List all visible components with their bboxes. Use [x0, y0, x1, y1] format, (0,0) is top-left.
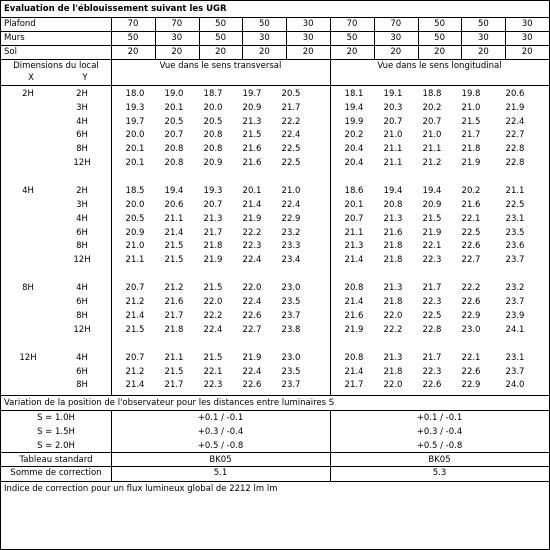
ugr-value-longitudinal: 21.1	[422, 144, 442, 155]
ugr-value-longitudinal: 21.0	[383, 130, 403, 141]
ugr-value-longitudinal: 22.7	[461, 255, 481, 266]
col-divider	[374, 18, 375, 59]
ugr-value-transversal: 22.7	[242, 324, 262, 335]
ugr-value-longitudinal: 22.4	[505, 116, 525, 127]
ugr-value-longitudinal: 21.6	[461, 199, 481, 210]
ugr-value-longitudinal: 21.2	[422, 158, 442, 168]
ugr-value-transversal: 20.7	[125, 283, 145, 294]
ugr-value-longitudinal: 24.1	[505, 324, 525, 335]
ugr-value-transversal: 23.2	[281, 227, 301, 238]
ugr-value-longitudinal: 20.8	[344, 352, 364, 363]
ugr-value-transversal: 21.2	[125, 366, 145, 377]
ugr-value-longitudinal: 21.3	[383, 283, 403, 294]
ugr-value-transversal: 20.6	[164, 199, 184, 210]
reflectance-value: 30	[171, 33, 183, 43]
variation-spacing: S = 1.0H	[37, 413, 75, 423]
ugr-value-longitudinal: 20.4	[344, 144, 364, 155]
ugr-value-longitudinal: 21.0	[461, 102, 481, 113]
ugr-value-transversal: 20.0	[203, 102, 223, 113]
longitudinal-label: Vue dans le sens longitudinal	[377, 61, 502, 71]
ugr-value-transversal: 21.5	[164, 366, 184, 377]
reflectance-value: 20	[302, 47, 314, 57]
ugr-value-transversal: 22.2	[203, 310, 223, 321]
ugr-value-longitudinal: 22.8	[422, 324, 442, 335]
standard-longitudinal: BK05	[428, 455, 451, 465]
row-y-label: 3H	[76, 199, 88, 210]
row-y-label: 3H	[76, 102, 88, 113]
row-y-label: 8H	[76, 310, 88, 321]
ugr-value-longitudinal: 19.9	[344, 116, 364, 127]
row-y-label: 4H	[76, 352, 88, 363]
divider	[1, 410, 549, 411]
ugr-value-transversal: 21.8	[164, 324, 184, 335]
ugr-value-longitudinal: 21.6	[383, 227, 403, 238]
reflectance-value: 30	[302, 33, 314, 43]
reflectance-value: 20	[215, 47, 226, 57]
table-title: Evaluation de l'éblouissement suivant les UGR	[4, 4, 227, 14]
ugr-value-longitudinal: 19.4	[422, 186, 442, 197]
ugr-value-longitudinal: 21.4	[344, 255, 364, 266]
ugr-value-longitudinal: 23.0	[461, 324, 481, 335]
divider	[1, 481, 549, 482]
reflectance-value: 20	[390, 47, 402, 57]
standard-transversal: BK05	[209, 455, 232, 465]
correction-transversal: 5.1	[213, 468, 228, 478]
ugr-value-longitudinal: 21.7	[422, 352, 442, 363]
ugr-value-longitudinal: 20.8	[344, 283, 364, 294]
ugr-value-longitudinal: 21.1	[383, 158, 403, 168]
col-divider	[330, 410, 331, 481]
ugr-value-longitudinal: 22.5	[461, 227, 481, 238]
reflectance-value: 70	[346, 19, 358, 29]
ugr-value-longitudinal: 23.7	[505, 366, 525, 377]
reflectance-label: Sol	[4, 47, 17, 57]
ugr-value-transversal: 21.1	[164, 213, 184, 224]
col-divider	[155, 18, 156, 59]
ugr-value-transversal: 20.8	[203, 130, 223, 141]
ugr-value-longitudinal: 22.2	[461, 283, 481, 294]
ugr-value-transversal: 22.9	[281, 213, 301, 224]
ugr-value-transversal: 20.0	[125, 130, 145, 141]
ugr-value-transversal: 23.4	[281, 255, 301, 266]
ugr-value-transversal: 22.2	[281, 116, 301, 127]
ugr-value-transversal: 20.5	[125, 213, 145, 224]
row-y-label: 4H	[76, 213, 88, 224]
ugr-value-longitudinal: 21.5	[422, 213, 442, 224]
footer-note: Indice de correction pour un flux lumineux global de 2212 lm lm	[4, 484, 278, 494]
ugr-value-longitudinal: 23.1	[505, 352, 525, 363]
ugr-value-transversal: 21.3	[242, 116, 262, 127]
group-x-label: 8H	[22, 283, 34, 294]
ugr-value-transversal: 22.0	[203, 297, 223, 307]
reflectance-value: 30	[477, 33, 489, 43]
standard-label: Tableau standard	[19, 455, 93, 465]
reflectance-value: 30	[521, 33, 533, 43]
ugr-value-longitudinal: 22.1	[461, 213, 481, 224]
ugr-value-transversal: 21.6	[242, 144, 262, 155]
ugr-value-transversal: 20.8	[164, 158, 184, 168]
reflectance-value: 50	[434, 19, 445, 29]
ugr-value-transversal: 19.7	[125, 116, 145, 127]
ugr-value-transversal: 19.0	[164, 89, 184, 99]
ugr-value-transversal: 22.3	[242, 241, 262, 252]
ugr-value-longitudinal: 20.7	[383, 116, 403, 127]
ugr-value-transversal: 21.7	[164, 380, 184, 391]
reflectance-value: 30	[521, 19, 533, 29]
ugr-value-longitudinal: 20.2	[344, 130, 364, 141]
ugr-value-transversal: 20.9	[203, 158, 223, 168]
ugr-value-transversal: 21.1	[125, 255, 145, 266]
ugr-value-longitudinal: 22.3	[422, 297, 442, 307]
reflectance-value: 20	[258, 47, 270, 57]
ugr-value-transversal: 19.4	[164, 186, 184, 197]
variation-longitudinal: +0.3 / -0.4	[416, 426, 463, 437]
reflectance-value: 50	[215, 19, 226, 29]
variation-transversal: +0.1 / -0.1	[197, 413, 244, 423]
ugr-value-transversal: 19.3	[125, 102, 145, 113]
variation-spacing: S = 2.0H	[37, 440, 75, 451]
reflectance-value: 20	[346, 47, 358, 57]
ugr-value-transversal: 18.0	[125, 89, 145, 99]
ugr-value-longitudinal: 23.5	[505, 227, 525, 238]
ugr-value-transversal: 21.7	[164, 310, 184, 321]
ugr-value-longitudinal: 23.7	[505, 297, 525, 307]
ugr-value-longitudinal: 21.9	[422, 227, 442, 238]
ugr-value-longitudinal: 21.8	[383, 297, 403, 307]
ugr-value-transversal: 20.5	[164, 116, 184, 127]
ugr-value-transversal: 21.9	[242, 352, 262, 363]
ugr-value-transversal: 23.7	[281, 380, 301, 391]
ugr-value-transversal: 21.9	[242, 213, 262, 224]
variation-longitudinal: +0.1 / -0.1	[416, 413, 463, 423]
ugr-value-transversal: 23.0	[281, 352, 301, 363]
ugr-value-longitudinal: 21.6	[344, 310, 364, 321]
ugr-value-transversal: 22.1	[203, 366, 223, 377]
row-y-label: 4H	[76, 283, 88, 294]
variation-transversal: +0.5 / -0.8	[197, 440, 244, 451]
x-label: X	[28, 73, 34, 83]
ugr-value-longitudinal: 21.7	[344, 380, 364, 391]
ugr-value-transversal: 22.6	[242, 380, 262, 391]
ugr-value-transversal: 21.1	[164, 352, 184, 363]
ugr-value-transversal: 21.4	[164, 227, 184, 238]
ugr-value-longitudinal: 21.1	[505, 186, 525, 197]
row-y-label: 12H	[73, 255, 91, 266]
ugr-value-longitudinal: 21.3	[383, 352, 403, 363]
ugr-value-longitudinal: 21.8	[383, 366, 403, 377]
ugr-value-longitudinal: 22.1	[422, 241, 442, 252]
correction-label: Somme de correction	[10, 468, 102, 478]
ugr-value-transversal: 21.5	[242, 130, 262, 141]
ugr-value-transversal: 22.2	[242, 227, 262, 238]
ugr-value-transversal: 21.9	[203, 255, 223, 266]
reflectance-value: 30	[302, 19, 314, 29]
ugr-value-longitudinal: 21.9	[461, 158, 481, 168]
row-y-label: 8H	[76, 144, 88, 155]
ugr-value-longitudinal: 22.1	[461, 352, 481, 363]
ugr-value-longitudinal: 21.9	[505, 102, 525, 113]
ugr-value-longitudinal: 23.2	[505, 283, 525, 294]
ugr-value-transversal: 20.8	[164, 144, 184, 155]
ugr-value-transversal: 21.0	[125, 241, 145, 252]
ugr-value-longitudinal: 21.8	[383, 241, 403, 252]
reflectance-value: 50	[215, 33, 226, 43]
ugr-value-transversal: 21.5	[125, 324, 145, 335]
col-divider	[461, 18, 462, 59]
col-divider	[330, 17, 331, 395]
ugr-value-longitudinal: 19.4	[344, 102, 364, 113]
row-y-label: 4H	[76, 116, 88, 127]
col-divider	[505, 18, 506, 59]
y-label: Y	[82, 73, 88, 83]
ugr-value-longitudinal: 22.6	[461, 241, 481, 252]
ugr-value-transversal: 22.6	[242, 310, 262, 321]
ugr-value-transversal: 21.6	[164, 297, 184, 307]
ugr-value-longitudinal: 22.5	[505, 199, 525, 210]
ugr-value-longitudinal: 23.9	[505, 310, 525, 321]
ugr-value-longitudinal: 20.2	[422, 102, 442, 113]
ugr-value-longitudinal: 19.1	[383, 89, 403, 99]
ugr-value-transversal: 21.4	[125, 310, 145, 321]
ugr-value-transversal: 22.4	[242, 297, 262, 307]
ugr-value-longitudinal: 22.7	[505, 130, 525, 141]
ugr-value-transversal: 21.2	[164, 283, 184, 294]
variation-transversal: +0.3 / -0.4	[197, 426, 244, 437]
variation-label: Variation de la position de l'observateur pour les distances entre luminaires S	[4, 398, 335, 408]
ugr-value-longitudinal: 20.7	[422, 116, 442, 127]
row-y-label: 6H	[76, 227, 88, 238]
ugr-value-transversal: 21.7	[203, 227, 223, 238]
ugr-value-longitudinal: 20.2	[461, 186, 481, 197]
group-x-label: 12H	[19, 352, 37, 363]
ugr-value-longitudinal: 18.8	[422, 89, 442, 99]
ugr-value-transversal: 22.4	[281, 199, 301, 210]
divider	[1, 85, 549, 86]
ugr-value-transversal: 20.5	[203, 116, 223, 127]
ugr-value-longitudinal: 20.4	[344, 158, 364, 168]
ugr-value-transversal: 21.4	[125, 380, 145, 391]
divider	[1, 452, 549, 453]
ugr-value-longitudinal: 21.1	[344, 227, 364, 238]
ugr-value-transversal: 22.4	[242, 366, 262, 377]
group-x-label: 2H	[22, 89, 34, 99]
ugr-value-longitudinal: 22.6	[461, 297, 481, 307]
divider	[1, 395, 549, 396]
ugr-value-longitudinal: 21.4	[344, 366, 364, 377]
ugr-value-longitudinal: 22.6	[461, 366, 481, 377]
ugr-value-longitudinal: 20.9	[422, 199, 442, 210]
ugr-value-longitudinal: 20.3	[383, 102, 403, 113]
ugr-value-transversal: 20.1	[242, 186, 262, 197]
variation-longitudinal: +0.5 / -0.8	[416, 440, 463, 451]
ugr-value-transversal: 20.7	[164, 130, 184, 141]
ugr-value-longitudinal: 21.9	[344, 324, 364, 335]
reflectance-value: 20	[477, 47, 489, 57]
ugr-value-transversal: 20.1	[125, 144, 145, 155]
ugr-value-transversal: 22.3	[203, 380, 223, 391]
ugr-value-longitudinal: 18.6	[344, 186, 364, 197]
row-y-label: 6H	[76, 366, 88, 377]
ugr-value-transversal: 21.2	[125, 297, 145, 307]
ugr-value-transversal: 20.9	[242, 102, 262, 113]
col-divider	[111, 410, 112, 481]
row-y-label: 8H	[76, 380, 88, 391]
ugr-value-transversal: 20.9	[125, 227, 145, 238]
ugr-value-transversal: 21.5	[164, 255, 184, 266]
ugr-value-longitudinal: 22.5	[422, 310, 442, 321]
ugr-value-longitudinal: 20.1	[344, 199, 364, 210]
row-y-label: 12H	[73, 324, 91, 335]
ugr-value-transversal: 20.1	[164, 102, 184, 113]
group-x-label: 4H	[22, 186, 34, 197]
reflectance-value: 70	[390, 19, 402, 29]
ugr-value-longitudinal: 20.6	[505, 89, 525, 99]
reflectance-value: 30	[258, 33, 270, 43]
row-y-label: 8H	[76, 241, 88, 252]
reflectance-value: 50	[434, 33, 445, 43]
ugr-value-longitudinal: 22.9	[461, 310, 481, 321]
ugr-value-longitudinal: 22.9	[461, 380, 481, 391]
ugr-value-transversal: 21.5	[164, 241, 184, 252]
ugr-value-longitudinal: 22.6	[422, 380, 442, 391]
ugr-value-transversal: 21.7	[281, 102, 301, 113]
ugr-value-transversal: 20.5	[281, 89, 301, 99]
reflectance-value: 50	[477, 19, 489, 29]
ugr-value-transversal: 22.5	[281, 158, 301, 168]
ugr-value-transversal: 18.5	[125, 186, 145, 197]
ugr-value-longitudinal: 22.8	[505, 144, 525, 155]
ugr-value-transversal: 23.5	[281, 297, 301, 307]
ugr-value-longitudinal: 24.0	[505, 380, 525, 391]
ugr-value-longitudinal: 21.7	[422, 283, 442, 294]
ugr-value-transversal: 23.5	[281, 366, 301, 377]
reflectance-label: Plafond	[4, 19, 36, 29]
ugr-value-longitudinal: 22.8	[505, 158, 525, 168]
correction-longitudinal: 5.3	[432, 468, 447, 478]
ugr-value-transversal: 21.5	[203, 352, 223, 363]
ugr-value-transversal: 20.1	[125, 158, 145, 168]
reflectance-value: 70	[127, 19, 139, 29]
ugr-value-longitudinal: 23.6	[505, 241, 525, 252]
reflectance-value: 20	[171, 47, 183, 57]
ugr-value-transversal: 22.0	[242, 283, 262, 294]
ugr-value-longitudinal: 21.8	[461, 144, 481, 155]
ugr-value-transversal: 19.3	[203, 186, 223, 197]
variation-spacing: S = 1.5H	[37, 426, 75, 437]
row-y-label: 6H	[76, 297, 88, 307]
row-y-label: 12H	[73, 158, 91, 168]
reflectance-value: 30	[390, 33, 402, 43]
reflectance-value: 20	[434, 47, 445, 57]
ugr-value-longitudinal: 21.7	[461, 130, 481, 141]
ugr-value-longitudinal: 20.7	[344, 213, 364, 224]
ugr-value-longitudinal: 23.1	[505, 213, 525, 224]
row-y-label: 6H	[76, 130, 88, 141]
ugr-value-longitudinal: 20.8	[383, 199, 403, 210]
ugr-value-longitudinal: 22.2	[383, 324, 403, 335]
ugr-value-longitudinal: 21.3	[383, 213, 403, 224]
col-divider	[418, 18, 419, 59]
ugr-value-longitudinal: 19.8	[461, 89, 481, 99]
ugr-value-transversal: 21.0	[281, 186, 301, 197]
col-divider	[199, 18, 200, 59]
ugr-value-transversal: 18.7	[203, 89, 223, 99]
ugr-value-transversal: 22.4	[203, 324, 223, 335]
ugr-value-longitudinal: 21.5	[461, 116, 481, 127]
reflectance-value: 20	[127, 47, 139, 57]
ugr-value-longitudinal: 21.1	[383, 144, 403, 155]
row-y-label: 2H	[76, 186, 88, 197]
row-y-label: 2H	[76, 89, 88, 99]
ugr-value-transversal: 19.7	[242, 89, 262, 99]
ugr-value-longitudinal: 23.7	[505, 255, 525, 266]
ugr-value-transversal: 21.6	[242, 158, 262, 168]
col-divider	[111, 17, 112, 395]
ugr-value-longitudinal: 22.3	[422, 366, 442, 377]
reflectance-value: 50	[346, 33, 358, 43]
ugr-value-transversal: 20.8	[203, 144, 223, 155]
ugr-value-transversal: 21.8	[203, 241, 223, 252]
ugr-value-transversal: 21.4	[242, 199, 262, 210]
reflectance-value: 50	[127, 33, 139, 43]
ugr-value-longitudinal: 21.8	[383, 255, 403, 266]
ugr-value-longitudinal: 22.3	[422, 255, 442, 266]
ugr-value-longitudinal: 22.0	[383, 310, 403, 321]
ugr-value-transversal: 20.0	[125, 199, 145, 210]
ugr-value-transversal: 22.4	[281, 130, 301, 141]
dims-label: Dimensions du local	[13, 61, 99, 71]
ugr-value-longitudinal: 21.4	[344, 297, 364, 307]
ugr-value-transversal: 20.7	[203, 199, 223, 210]
reflectance-value: 50	[258, 19, 270, 29]
reflectance-label: Murs	[4, 33, 25, 43]
ugr-value-longitudinal: 19.4	[383, 186, 403, 197]
ugr-value-transversal: 23.7	[281, 310, 301, 321]
ugr-value-longitudinal: 18.1	[344, 89, 364, 99]
ugr-value-longitudinal: 21.0	[422, 130, 442, 141]
ugr-value-transversal: 22.5	[281, 144, 301, 155]
col-divider	[242, 18, 243, 59]
reflectance-value: 20	[521, 47, 533, 57]
ugr-value-transversal: 22.4	[242, 255, 262, 266]
ugr-value-transversal: 23.0	[281, 283, 301, 294]
ugr-value-transversal: 21.3	[203, 213, 223, 224]
ugr-value-transversal: 23.8	[281, 324, 301, 335]
ugr-value-transversal: 20.7	[125, 352, 145, 363]
ugr-value-transversal: 21.5	[203, 283, 223, 294]
ugr-value-transversal: 23.3	[281, 241, 301, 252]
transversal-label: Vue dans le sens transversal	[159, 61, 282, 71]
reflectance-value: 70	[171, 19, 183, 29]
ugr-value-longitudinal: 22.0	[383, 380, 403, 391]
col-divider	[286, 18, 287, 59]
ugr-value-longitudinal: 21.3	[344, 241, 364, 252]
